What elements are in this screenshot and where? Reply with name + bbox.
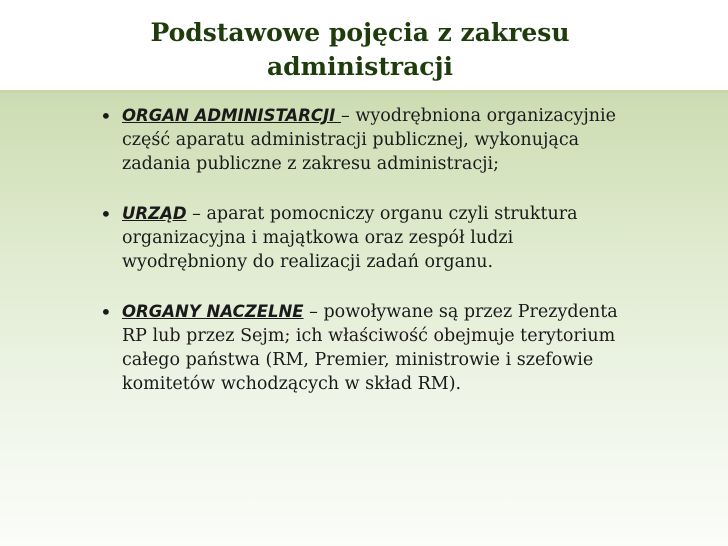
bullet-term: ORGANY NACZELNE [122,302,304,321]
bullet-term: URZĄD [122,204,187,223]
bullet-definition: powoływane są przez Prezydenta RP lub przez Sejm; ich właściwość obejmuje terytorium całego państwa (RM, Premier, ministrowie i szefowie komitetów wchodzących w skład RM). [122,302,618,394]
bullet-definition: aparat pomocniczy organu czyli struktura organizacyjna i majątkowa oraz zespół ludzi wyodrębniony do realizacji zadań organu. [122,204,578,272]
bullet-icon: • [100,104,112,128]
title-area [0,0,728,92]
bullet-item-urzad [100,202,640,274]
bullet-separator: – [186,204,207,224]
slide-title: Podstawowe pojęcia z zakresu administracji [150,18,570,81]
bullet-item-organy-naczelne [100,300,640,396]
bullet-separator: – [341,106,356,126]
bullet-list [100,104,640,422]
bullet-icon: • [100,300,112,324]
bullet-separator: – [303,302,324,322]
bullet-term: ORGAN ADMINISTARCJI [122,106,342,125]
bullet-icon: • [100,202,112,226]
bullet-item-organ-administracji [100,104,640,176]
bullet-definition: wyodrębniona organizacyjnie część aparatu administracji publicznej, wykonująca zadania publiczne z zakresu administracji; [122,106,616,174]
